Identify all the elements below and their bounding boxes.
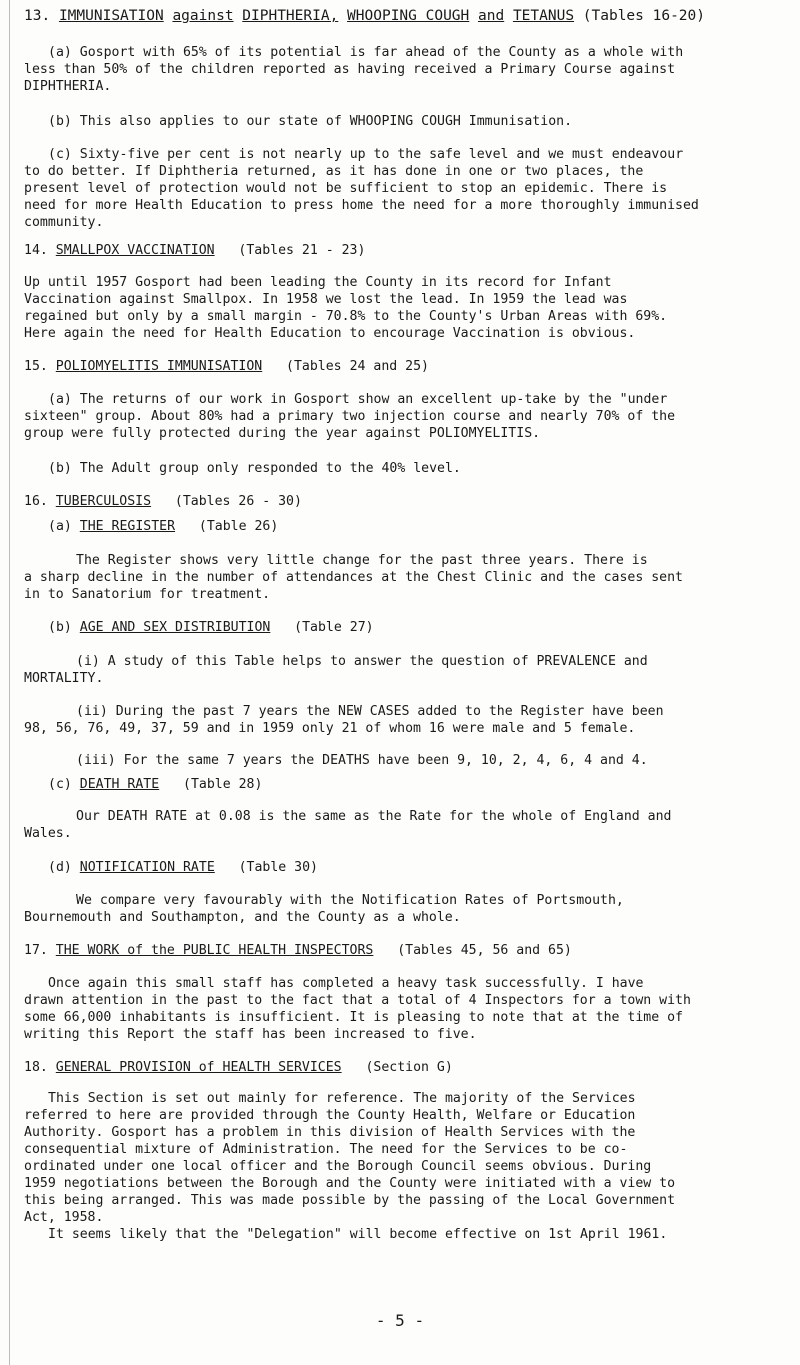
- section-title: SMALLPOX VACCINATION: [55, 243, 215, 258]
- section-18-body: [24, 1090, 790, 1243]
- subsection-title: AGE AND SEX DISTRIBUTION: [79, 620, 271, 635]
- text-line: ordinated under one local officer and the Borough Council seems obvious. During: [24, 1159, 652, 1174]
- text-line: (b) The Adult group only responded to the 40% level.: [48, 461, 461, 476]
- section-16-a-heading: [24, 518, 790, 535]
- text-line: sixteen" group. About 80% had a primary two injection course and nearly 70% of the: [24, 409, 676, 424]
- text-line: (c) Sixty-five per cent is not nearly up to the safe level and we must endeavour: [48, 147, 684, 162]
- text-line: (b) This also applies to our state of WHOOPING COUGH Immunisation.: [48, 114, 573, 129]
- text-line: referred to here are provided through the County Health, Welfare or Education: [24, 1108, 636, 1123]
- section-16-c-heading: [24, 776, 790, 793]
- section-16-a-body: [24, 552, 790, 603]
- text-line: Up until 1957 Gosport had been leading the County in its record for Infant: [24, 275, 612, 290]
- text-line: (ii) During the past 7 years the NEW CASES added to the Register have been: [76, 704, 664, 719]
- text-line: need for more Health Education to press home the need for a more thoroughly immunised: [24, 198, 699, 213]
- section-14-heading: [24, 242, 790, 259]
- section-number: 17.: [24, 943, 48, 958]
- section-reference: (Section G): [365, 1060, 453, 1075]
- section-16-c-body: [24, 808, 790, 842]
- text-line: 1959 negotiations between the Borough and the County were initiated with a view to: [24, 1176, 676, 1191]
- subsection-number: (d): [48, 860, 72, 875]
- text-line: (a) Gosport with 65% of its potential is far ahead of the County as a whole with: [48, 45, 684, 60]
- text-line: Bournemouth and Southampton, and the County as a whole.: [24, 910, 461, 925]
- text-line: a sharp decline in the number of attendances at the Chest Clinic and the cases sent: [24, 570, 683, 585]
- section-16-b-iii: [24, 752, 790, 769]
- section-number: 14.: [24, 243, 48, 258]
- section-title-part: against: [172, 8, 234, 24]
- text-line: present level of protection would not be sufficient to stop an epidemic. There is: [24, 181, 668, 196]
- table-reference: (Table 27): [294, 620, 374, 635]
- text-line: (iii) For the same 7 years the DEATHS have been 9, 10, 2, 4, 6, 4 and 4.: [76, 753, 648, 768]
- section-13-c: [24, 146, 790, 231]
- section-13-a: [24, 44, 790, 95]
- section-17: [24, 942, 790, 959]
- text-line: consequential mixture of Administration. The need for the Services to be co-: [24, 1142, 628, 1157]
- text-line: Wales.: [24, 826, 72, 841]
- section-16-d-heading: [24, 859, 790, 876]
- text-line: regained but only by a small margin - 70.8% to the County's Urban Areas with 69%.: [24, 309, 668, 324]
- table-reference: (Table 26): [198, 519, 279, 534]
- section-17-heading: [24, 942, 790, 959]
- section-17-body: [24, 975, 790, 1043]
- text-line: drawn attention in the past to the fact that a total of 4 Inspectors for a town with: [24, 993, 691, 1008]
- section-13-b: [24, 113, 790, 130]
- section-title-part: and: [478, 8, 505, 24]
- section-title: POLIOMYELITIS IMMUNISATION: [55, 359, 263, 374]
- table-reference: (Tables 16-20): [582, 8, 705, 24]
- subsection-heading: [24, 518, 790, 535]
- text-line: Authority. Gosport has a problem in this division of Health Services with the: [24, 1125, 636, 1140]
- table-reference: (Tables 26 - 30): [174, 494, 302, 509]
- subsection-heading: [24, 776, 790, 793]
- text-line: Vaccination against Smallpox. In 1958 we lost the lead. In 1959 the lead was: [24, 292, 628, 307]
- text-line: It seems likely that the "Delegation" will become effective on 1st April 1961.: [48, 1227, 668, 1242]
- section-13: [24, 8, 790, 25]
- text-line: Once again this small staff has completed a heavy task successfully. I have: [48, 976, 644, 991]
- section-title-part: DIPHTHERIA,: [242, 8, 339, 24]
- section-18-heading: [24, 1059, 790, 1076]
- text-line: Our DEATH RATE at 0.08 is the same as the Rate for the whole of England and: [76, 809, 672, 824]
- page-number: - 5 -: [375, 1311, 425, 1330]
- text-line: (a) The returns of our work in Gosport show an excellent up-take by the "under: [48, 392, 668, 407]
- section-title: TUBERCULOSIS: [55, 494, 152, 509]
- section-16-heading: [24, 493, 790, 510]
- text-line: We compare very favourably with the Notification Rates of Portsmouth,: [76, 893, 624, 908]
- subsection-title: THE REGISTER: [79, 519, 176, 534]
- text-line: less than 50% of the children reported as having received a Primary Course against: [24, 62, 676, 77]
- section-14: [24, 242, 790, 259]
- text-line: DIPHTHERIA.: [24, 79, 112, 94]
- section-14-body: [24, 274, 790, 342]
- subsection-number: (b): [48, 620, 72, 635]
- table-reference: (Table 28): [183, 777, 263, 792]
- text-line: community.: [24, 215, 104, 230]
- section-15-b: [24, 460, 790, 477]
- text-line: in to Sanatorium for treatment.: [24, 587, 271, 602]
- text-line: This Section is set out mainly for reference. The majority of the Services: [48, 1091, 636, 1106]
- section-title: GENERAL PROVISION of HEALTH SERVICES: [55, 1060, 342, 1075]
- section-number: 15.: [24, 359, 48, 374]
- section-13-heading: [24, 8, 790, 25]
- section-15: [24, 358, 790, 375]
- text-line: Here again the need for Health Education to encourage Vaccination is obvious.: [24, 326, 636, 341]
- text-line: group were fully protected during the year against POLIOMYELITIS.: [24, 426, 541, 441]
- section-15-heading: [24, 358, 790, 375]
- table-reference: (Table 30): [238, 860, 318, 875]
- text-line: The Register shows very little change for the past three years. There is: [76, 553, 648, 568]
- subsection-number: (c): [48, 777, 72, 792]
- text-line: (i) A study of this Table helps to answer the question of PREVALENCE and: [76, 654, 648, 669]
- section-title: THE WORK of the PUBLIC HEALTH INSPECTORS: [55, 943, 374, 958]
- section-16-b-ii: [24, 703, 790, 737]
- section-number: 18.: [24, 1060, 48, 1075]
- subsection-heading: [24, 859, 790, 876]
- section-15-a: [24, 391, 790, 442]
- table-reference: (Tables 45, 56 and 65): [397, 943, 572, 958]
- section-number: 16.: [24, 494, 48, 509]
- subsection-number: (a): [48, 519, 72, 534]
- section-16: [24, 493, 790, 510]
- section-16-b-heading: [24, 619, 790, 636]
- subsection-heading: [24, 619, 790, 636]
- section-number: 13.: [24, 8, 51, 24]
- section-16-d-body: [24, 892, 790, 926]
- section-title-part: WHOOPING COUGH: [347, 8, 470, 24]
- text-line: to do better. If Diphtheria returned, as it has done in one or two places, the: [24, 164, 644, 179]
- subsection-title: DEATH RATE: [79, 777, 160, 792]
- section-title-part: TETANUS: [512, 8, 575, 24]
- section-18: [24, 1059, 790, 1076]
- subsection-title: NOTIFICATION RATE: [79, 860, 215, 875]
- table-reference: (Tables 24 and 25): [286, 359, 429, 374]
- text-line: some 66,000 inhabitants is insufficient. It is pleasing to note that at the time of: [24, 1010, 683, 1025]
- table-reference: (Tables 21 - 23): [238, 243, 366, 258]
- section-16-b-i: [24, 653, 790, 687]
- text-line: 98, 56, 76, 49, 37, 59 and in 1959 only 21 of whom 16 were male and 5 female.: [24, 721, 636, 736]
- text-line: Act, 1958.: [24, 1210, 104, 1225]
- section-title: IMMUNISATION: [58, 8, 164, 24]
- margin-line: [9, 0, 10, 1365]
- text-line: this being arranged. This was made possible by the passing of the Local Government: [24, 1193, 676, 1208]
- text-line: writing this Report the staff has been increased to five.: [24, 1027, 477, 1042]
- text-line: MORTALITY.: [24, 671, 104, 686]
